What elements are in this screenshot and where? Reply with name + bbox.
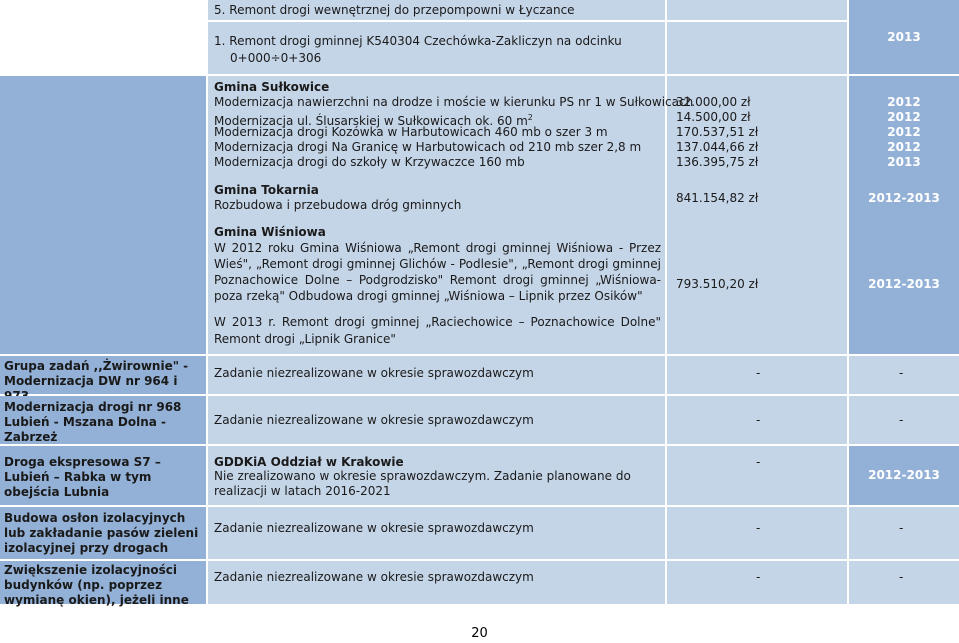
row-item1-desc xyxy=(208,22,665,74)
sulkowice-row-3: Modernizacja drogi Kozówka w Harbutowicach 460 mb o szer 3 m xyxy=(214,125,608,139)
task-desc-5: Zadanie niezrealizowane w okresie sprawozdawczym xyxy=(214,570,534,584)
task-amount-cell-4 xyxy=(667,507,847,559)
sulkowice-year-5: 2013 xyxy=(887,155,921,169)
task-desc-header-3: GDDKiA Oddział w Krakowie xyxy=(214,455,404,469)
task-amount-4: - xyxy=(756,521,761,535)
task-amount-cell-1 xyxy=(667,356,847,394)
task-amount-2: - xyxy=(756,413,761,427)
sulkowice-amount-1: 32.000,00 zł xyxy=(676,95,751,109)
task-year-2: - xyxy=(899,413,904,427)
task-desc-cell-3 xyxy=(208,446,665,505)
tokarnia-year: 2012-2013 xyxy=(868,191,940,205)
sulkowice-header: Gmina Sułkowice xyxy=(214,80,330,94)
sulkowice-row-5: Modernizacja drogi do szkoły w Krzywaczce 160 mb xyxy=(214,155,525,169)
task-label-cell-3 xyxy=(0,446,206,505)
task-label-cell-2 xyxy=(0,396,206,444)
wisniowa-year: 2012-2013 xyxy=(868,277,940,291)
task-amount-cell-3 xyxy=(667,446,847,505)
task-year-3: 2012-2013 xyxy=(868,468,940,482)
task-year-5: - xyxy=(899,570,904,584)
wisniowa-para-2013: W 2013 r. Remont drogi gminnej „Raciechowice – Poznachowice Dolne" Remont drogi „Lipnik Granice" xyxy=(214,315,661,346)
sulkowice-amount-3: 170.537,51 zł xyxy=(676,125,759,139)
wisniowa-header: Gmina Wiśniowa xyxy=(214,225,326,239)
item1-year: 2013 xyxy=(887,30,921,44)
task-desc-2: Zadanie niezrealizowane w okresie sprawozdawczym xyxy=(214,413,534,427)
superscript: 2 xyxy=(527,113,533,122)
task-label-2: Modernizacja drogi nr 968 Lubień - Mszana Dolna - Zabrzeż xyxy=(4,400,182,444)
task-amount-1: - xyxy=(756,366,761,380)
wisniowa-para-2012: W 2012 roku Gmina Wiśniowa „Remont drogi gminnej Wiśniowa - Przez Wieś", „Remont drogi gminnej Glichów - Podlesie", „Remont drogi gminnej Poznachowice Dolne – Podgrodzisko" Remont drogi gminnej „Wiśniowa-poza rzeką" Odbudowa drogi gminnej „Wiśniowa – Lipnik przez Osików" xyxy=(214,241,661,303)
task-desc-cell-1 xyxy=(208,356,665,394)
row-item5-desc xyxy=(208,0,665,20)
task-desc-cell-5 xyxy=(208,561,665,604)
task-label-3: Droga ekspresowa S7 – Lubień – Rabka w tym obejścia Lubnia xyxy=(4,455,161,499)
sulkowice-row-1: Modernizacja nawierzchni na drodze i moście w kierunku PS nr 1 w Sułkowicach xyxy=(214,95,694,109)
item5-text: 5. Remont drogi wewnętrznej do przepompowni w Łyczance xyxy=(214,3,575,17)
task-year-4: - xyxy=(899,521,904,535)
task-desc-4: Zadanie niezrealizowane w okresie sprawozdawczym xyxy=(214,521,534,535)
tokarnia-text: Rozbudowa i przebudowa dróg gminnych xyxy=(214,198,462,212)
page-number: 20 xyxy=(471,626,488,641)
task-year-cell-2 xyxy=(849,396,959,444)
task-amount-cell-5 xyxy=(667,561,847,604)
item1-text-line1: 1. Remont drogi gminnej K540304 Czechówka-Zakliczyn na odcinku xyxy=(214,34,622,48)
task-year-cell-4 xyxy=(849,507,959,559)
sulkowice-year-4: 2012 xyxy=(887,140,921,154)
sulkowice-year-2: 2012 xyxy=(887,110,921,124)
row-item1-year xyxy=(849,0,959,74)
task-label-4: Budowa osłon izolacyjnych lub zakładanie pasów zieleni izolacyjnej przy drogach xyxy=(4,511,199,555)
task-year-cell-3 xyxy=(849,446,959,505)
task-label-cell-1 xyxy=(0,356,206,394)
left-column-top xyxy=(0,76,206,354)
sulkowice-amount-2: 14.500,00 zł xyxy=(676,110,751,124)
task-year-cell-1 xyxy=(849,356,959,394)
task-desc-cell-2 xyxy=(208,396,665,444)
task-desc-1: Zadanie niezrealizowane w okresie sprawozdawczym xyxy=(214,366,534,380)
sulkowice-row-2: Modernizacja ul. Ślusarskiej w Sułkowicach ok. 60 $m^2$ xyxy=(214,113,533,128)
tokarnia-header: Gmina Tokarnia xyxy=(214,183,319,197)
task-label-1: Grupa zadań ,,Żwirownie" - Modernizacja DW nr 964 i xyxy=(4,359,189,388)
task-label-cell-4 xyxy=(0,507,206,559)
sulkowice-amount-5: 136.395,75 zł xyxy=(676,155,759,169)
task-year-1: - xyxy=(899,366,904,380)
sulkowice-amount-4: 137.044,66 zł xyxy=(676,140,759,154)
task-label-5: Zwiększenie izolacyjności budynków (np. poprzez wymianę okien), jeżeli inne xyxy=(4,563,189,607)
tokarnia-amount: 841.154,82 zł xyxy=(676,191,759,205)
sulkowice-year-3: 2012 xyxy=(887,125,921,139)
item1-text-line2: 0+000÷0+306 xyxy=(230,51,322,65)
task-amount-cell-2 xyxy=(667,396,847,444)
task-label-cell-5 xyxy=(0,561,206,607)
task-desc-cell-4 xyxy=(208,507,665,559)
task-desc-3: Nie zrealizowano w okresie sprawozdawczym. Zadanie planowane do realizacji w latach 2016-2021 xyxy=(214,469,631,498)
task-amount-3: - xyxy=(756,455,761,469)
task-year-cell-5 xyxy=(849,561,959,604)
wisniowa-amount: 793.510,20 zł xyxy=(676,277,759,291)
row-item5-amount xyxy=(667,0,847,20)
row-item1-amount xyxy=(667,22,847,74)
sulkowice-row-4: Modernizacja drogi Na Granicę w Harbutowicach od 210 mb szer 2,8 m xyxy=(214,140,642,154)
sulkowice-year-1: 2012 xyxy=(887,95,921,109)
task-amount-5: - xyxy=(756,570,761,584)
